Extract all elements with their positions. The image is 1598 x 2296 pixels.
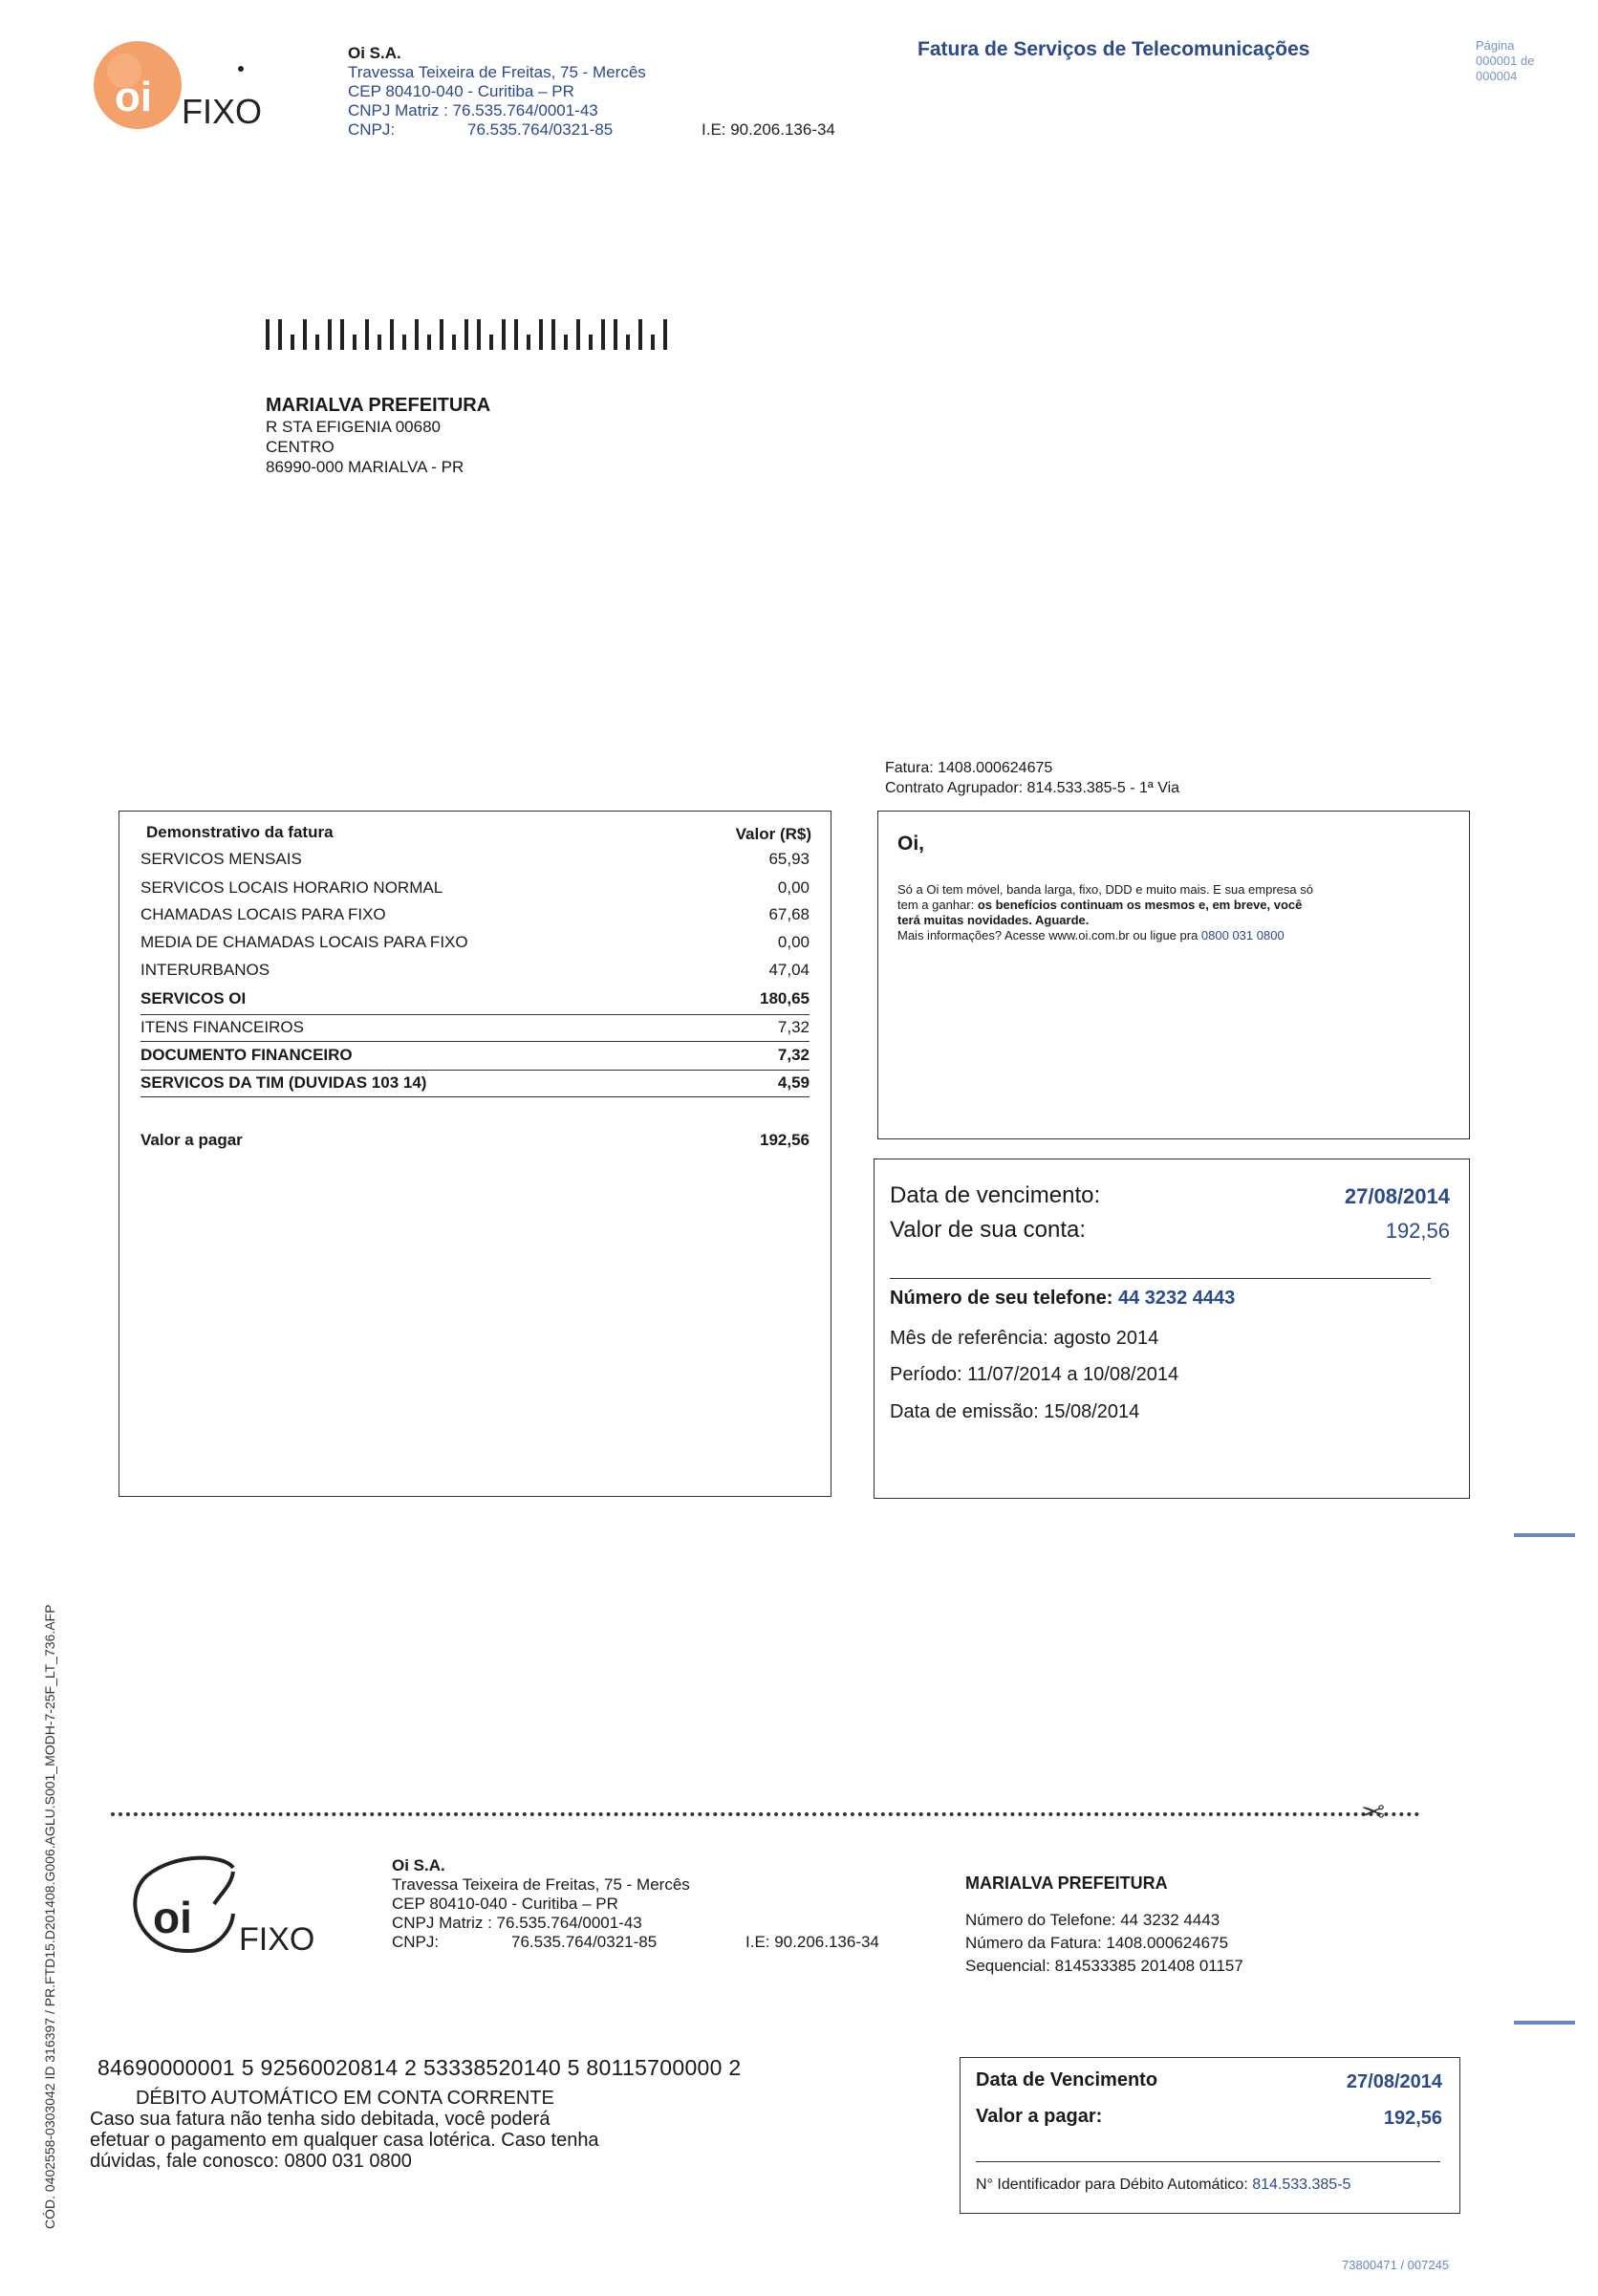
recipient-block	[266, 394, 490, 477]
message-line	[897, 928, 1452, 943]
issue-date: Data de emissão: 15/08/2014	[890, 1401, 1140, 1422]
phone-value: 44 3232 4443	[1117, 1288, 1236, 1309]
statement-row-value: 7,32	[777, 1018, 810, 1036]
ie-value: I.E: 90.206.136-34	[745, 1933, 879, 1951]
slip-due-value: 27/08/2014	[1346, 2071, 1442, 2092]
page-current: 000001 de	[1476, 54, 1535, 68]
statement-row-label: SERVICOS OI	[140, 989, 247, 1007]
statement-row-value: 4,59	[777, 1073, 810, 1092]
cnpj-value: 76.535.764/0321-85	[511, 1933, 658, 1951]
due-date-label: Data de vencimento:	[890, 1182, 1101, 1208]
divider	[140, 1041, 810, 1042]
due-date-value: 27/08/2014	[1344, 1184, 1450, 1208]
barcode-bar	[564, 335, 568, 350]
statement-value-header: Valor (R$)	[735, 825, 811, 843]
side-control-code: CÓD. 0402558-0303042 ID 316397 / PR.FTD15.D201408.G006.AGLU.S001_MODH-7-25F_LT_736.AFP	[42, 1604, 57, 2229]
statement-row-label: SERVICOS LOCAIS HORARIO NORMAL	[140, 878, 443, 897]
slip-recipient-name: MARIALVA PREFEITURA	[965, 1874, 1168, 1893]
reference-month: Mês de referência: agosto 2014	[890, 1328, 1159, 1349]
document-title: Fatura de Serviços de Telecomunicações	[918, 38, 1310, 60]
svg-text:oi: oi	[115, 74, 153, 120]
company-name: Oi S.A.	[392, 1856, 445, 1874]
cnpj-value: 76.535.764/0321-85	[467, 120, 614, 139]
footer-code: 73800471 / 007245	[1342, 2258, 1450, 2272]
slip-invoice: Número da Fatura: 1408.000624675	[965, 1934, 1229, 1952]
barcode-bar	[440, 319, 443, 350]
statement-row	[140, 850, 810, 875]
total-label: Valor a pagar	[140, 1131, 243, 1149]
company-name: Oi S.A.	[348, 44, 401, 62]
statement-row-value: 180,65	[760, 989, 810, 1007]
message-body	[897, 882, 1452, 943]
company-cep: CEP 80410-040 - Curitiba – PR	[392, 1895, 618, 1913]
barcode-bar	[266, 319, 270, 350]
barcode-bar	[601, 319, 605, 350]
barcode-bar	[291, 335, 294, 350]
statement-row-value: 65,93	[768, 850, 810, 868]
barcode-bar	[539, 319, 543, 350]
recipient-name: MARIALVA PREFEITURA	[266, 395, 491, 416]
auto-debit-info	[90, 2088, 599, 2172]
message-line: terá muitas novidades. Aguarde.	[897, 913, 1090, 927]
amount-value: 192,56	[1385, 1219, 1450, 1243]
slip-payment-box	[960, 2057, 1460, 2214]
divider	[140, 1014, 810, 1015]
statement-row-value: 7,32	[777, 1046, 810, 1064]
recipient-street: R STA EFIGENIA 00680	[266, 418, 441, 436]
statement-row	[140, 933, 810, 958]
message-phone-link[interactable]: 0800 031 0800	[1200, 928, 1285, 942]
cnpj-label: CNPJ:	[348, 120, 396, 139]
message-highlight: os benefícios continuam os mesmos e, em breve, você	[977, 898, 1303, 912]
company-address: Travessa Teixeira de Freitas, 75 - Mercês	[348, 63, 646, 81]
recipient-district: CENTRO	[266, 438, 335, 456]
statement-row-subtotal	[140, 989, 810, 1014]
statement-row-label: ITENS FINANCEIROS	[140, 1018, 304, 1036]
page-indicator	[1476, 38, 1534, 84]
message-greeting: Oi,	[897, 833, 925, 855]
barcode-bar	[527, 335, 530, 350]
cut-line	[111, 1812, 1420, 1816]
barcode-bar	[427, 335, 431, 350]
page-total: 000004	[1476, 69, 1518, 83]
auto-debit-text: Caso sua fatura não tenha sido debitada, você poderá	[90, 2109, 551, 2130]
barcode-bar	[328, 319, 332, 350]
invoice-reference	[885, 758, 1179, 798]
auto-debit-text: efetuar o pagamento em qualquer casa lotérica. Caso tenha	[90, 2130, 599, 2151]
barcode-bar	[452, 335, 456, 350]
statement-title: Demonstrativo da fatura	[146, 823, 334, 841]
debit-id-row	[976, 2177, 1350, 2194]
statement-rows	[119, 850, 831, 1117]
message-box	[877, 811, 1470, 1139]
auto-debit-title: DÉBITO AUTOMÁTICO EM CONTA CORRENTE	[136, 2088, 554, 2109]
statement-total	[140, 1131, 810, 1156]
slip-company-block	[392, 1856, 879, 1952]
statement-row-subtotal	[140, 1073, 810, 1098]
slip-brand-name: FIXO	[239, 1921, 315, 1958]
barcode-bar	[489, 335, 493, 350]
company-cnpj-matriz: CNPJ Matriz : 76.535.764/0001-43	[392, 1914, 642, 1932]
payment-barcode-digits: 84690000001 5 92560020814 2 53338520140 5 80115700000 2	[97, 2055, 742, 2080]
slip-amount-label: Valor a pagar:	[976, 2106, 1103, 2127]
statement-row	[140, 1018, 810, 1043]
barcode-bar	[589, 335, 593, 350]
amount-label: Valor de sua conta:	[890, 1217, 1087, 1243]
barcode-bar	[402, 335, 406, 350]
statement-row-subtotal	[140, 1046, 810, 1071]
total-value: 192,56	[760, 1131, 810, 1149]
barcode-bar	[638, 319, 642, 350]
barcode-bar	[614, 319, 617, 350]
statement-row-label: DOCUMENTO FINANCEIRO	[140, 1046, 353, 1064]
barcode-bar	[390, 319, 394, 350]
cnpj-label: CNPJ:	[392, 1933, 440, 1951]
statement-row-label: CHAMADAS LOCAIS PARA FIXO	[140, 905, 386, 923]
statement-row-value: 0,00	[777, 933, 810, 951]
postal-barcode	[266, 315, 686, 354]
company-cnpj-row	[392, 1933, 879, 1952]
message-line: Só a Oi tem móvel, banda larga, fixo, DDD e muito mais. E sua empresa só	[897, 882, 1313, 897]
slip-sequence: Sequencial: 814533385 201408 01157	[965, 1957, 1243, 1975]
barcode-bar	[502, 319, 506, 350]
scissors-icon: ✂	[1361, 1794, 1386, 1826]
barcode-bar	[576, 319, 580, 350]
barcode-bar	[651, 335, 655, 350]
barcode-bar	[365, 319, 369, 350]
statement-row-value: 67,68	[768, 905, 810, 923]
invoice-number: Fatura: 1408.000624675	[885, 760, 1053, 776]
phone-label: Número de seu telefone:	[890, 1288, 1113, 1309]
statement-row	[140, 878, 810, 903]
divider	[140, 1096, 810, 1097]
statement-row-label: MEDIA DE CHAMADAS LOCAIS PARA FIXO	[140, 933, 468, 951]
company-cep: CEP 80410-040 - Curitiba – PR	[348, 82, 574, 100]
summary-box	[874, 1159, 1470, 1499]
contract-number: Contrato Agrupador: 814.533.385-5 - 1ª Via	[885, 780, 1180, 796]
barcode-bar	[278, 319, 282, 350]
barcode-bar	[477, 319, 481, 350]
message-text: Mais informações? Acesse www.oi.com.br ou ligue pra	[897, 928, 1201, 942]
slip-amount-value: 192,56	[1383, 2108, 1442, 2129]
brand-name: FIXO	[182, 92, 263, 131]
statement-row-label: SERVICOS MENSAIS	[140, 850, 302, 868]
svg-text:oi: oi	[153, 1893, 192, 1942]
statement-row-value: 47,04	[768, 961, 810, 979]
debit-id-value: 814.533.385-5	[1252, 2177, 1351, 2193]
auto-debit-text: dúvidas, fale conosco: 0800 031 0800	[90, 2151, 412, 2172]
statement-box	[119, 811, 831, 1497]
margin-mark	[1514, 2021, 1575, 2025]
statement-row-value: 0,00	[777, 878, 810, 897]
barcode-bar	[626, 335, 630, 350]
phone-row	[890, 1288, 1235, 1310]
debit-id-label: N° Identificador para Débito Automático:	[976, 2177, 1253, 2193]
company-cnpj-row	[348, 120, 835, 140]
barcode-bar	[340, 319, 344, 350]
barcode-bar	[415, 319, 419, 350]
divider	[890, 1278, 1431, 1279]
slip-due-label: Data de Vencimento	[976, 2069, 1158, 2090]
company-cnpj-matriz: CNPJ Matriz : 76.535.764/0001-43	[348, 101, 598, 119]
barcode-bar	[353, 335, 356, 350]
company-address: Travessa Teixeira de Freitas, 75 - Mercês	[392, 1875, 690, 1894]
page-label: Página	[1476, 38, 1515, 53]
margin-mark	[1514, 1533, 1575, 1537]
slip-recipient-block	[965, 1874, 1243, 1978]
message-line	[897, 898, 1452, 913]
barcode-bar	[551, 319, 555, 350]
divider	[976, 2161, 1440, 2162]
message-text: tem a ganhar:	[897, 898, 978, 912]
statement-row	[140, 961, 810, 986]
postal-barcode-bars	[266, 315, 686, 354]
slip-phone: Número do Telefone: 44 3232 4443	[965, 1911, 1220, 1929]
divider	[140, 1070, 810, 1071]
statement-row-label: INTERURBANOS	[140, 961, 270, 979]
company-block	[348, 44, 835, 140]
barcode-bar	[315, 335, 319, 350]
barcode-bar	[378, 335, 381, 350]
ie-value: I.E: 90.206.136-34	[702, 120, 835, 139]
barcode-bar	[303, 319, 307, 350]
recipient-city: 86990-000 MARIALVA - PR	[266, 458, 464, 476]
barcode-bar	[663, 319, 667, 350]
barcode-bar	[464, 319, 468, 350]
statement-row	[140, 905, 810, 930]
barcode-bar	[514, 319, 518, 350]
billing-period: Período: 11/07/2014 a 10/08/2014	[890, 1364, 1179, 1385]
statement-row-label: SERVICOS DA TIM (DUVIDAS 103 14)	[140, 1073, 427, 1092]
